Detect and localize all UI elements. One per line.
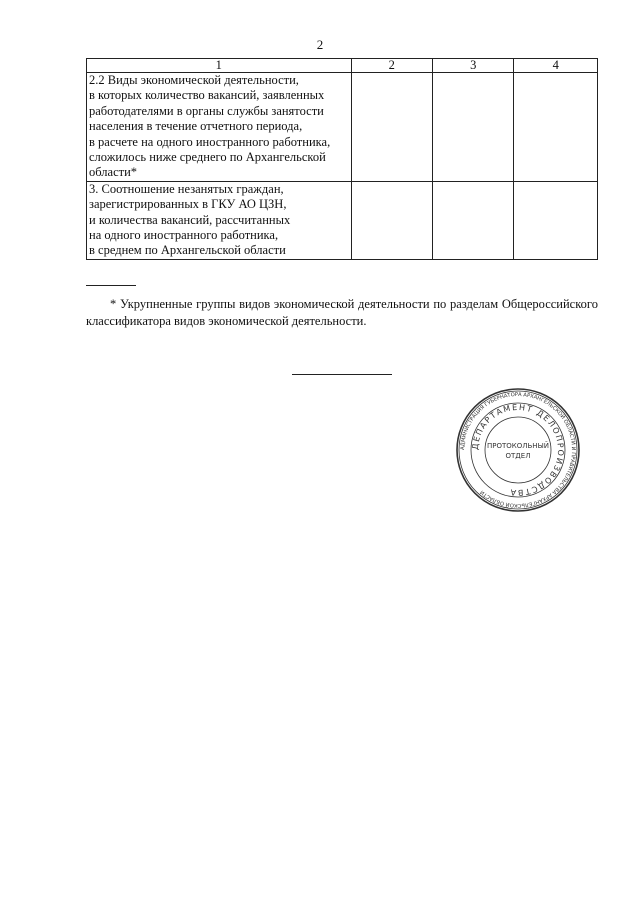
table-header-row bbox=[87, 59, 598, 73]
table-row bbox=[87, 181, 598, 259]
footnote-divider bbox=[86, 285, 136, 286]
footnote: * Укрупненные группы видов экономической деятельности по разделам Общероссийского классификатора видов экономической деятельности. bbox=[86, 297, 598, 328]
seal-outer-text: АДМИНИСТРАЦИЯ ГУБЕРНАТОРА АРХАНГЕЛЬСКОЙ ОБЛАСТИ И ПРАВИТЕЛЬСТВА АРХАНГЕЛЬСКОЙ ОБЛАСТИ bbox=[459, 391, 577, 509]
page-number: 2 bbox=[316, 37, 324, 52]
table-cell bbox=[514, 73, 598, 182]
end-of-document-line bbox=[292, 374, 392, 375]
row-label: 3. Соотношение незанятых граждан, зарегистрированных в ГКУ АО ЦЗН, и количества вакансий, рассчитанных на одного иностранного работника, в среднем по Архангельской области bbox=[87, 181, 352, 259]
column-header-3: 3 bbox=[433, 59, 514, 73]
table-cell bbox=[433, 181, 514, 259]
table-cell bbox=[351, 73, 432, 182]
table-row bbox=[87, 73, 598, 182]
column-header-2: 2 bbox=[351, 59, 432, 73]
column-header-1: 1 bbox=[87, 59, 352, 73]
data-table bbox=[86, 58, 598, 260]
column-header-4: 4 bbox=[514, 59, 598, 73]
table-cell bbox=[351, 181, 432, 259]
seal-inner-text: ДЕПАРТАМЕНТ ДЕЛОПРОИЗВОДСТВА bbox=[470, 402, 566, 498]
seal-center-text-2: ОТДЕЛ bbox=[505, 452, 531, 460]
row-label: 2.2 Виды экономической деятельности, в которых количество вакансий, заявленных работодателями в органы службы занятости населения в течение отчетного периода, в расчете на одного иностранного работника, сложилось ниже среднего по Архангельской области* bbox=[87, 73, 352, 182]
official-seal bbox=[455, 387, 581, 513]
seal-center-text-1: ПРОТОКОЛЬНЫЙ bbox=[486, 442, 550, 450]
table-cell bbox=[514, 181, 598, 259]
table-cell bbox=[433, 73, 514, 182]
